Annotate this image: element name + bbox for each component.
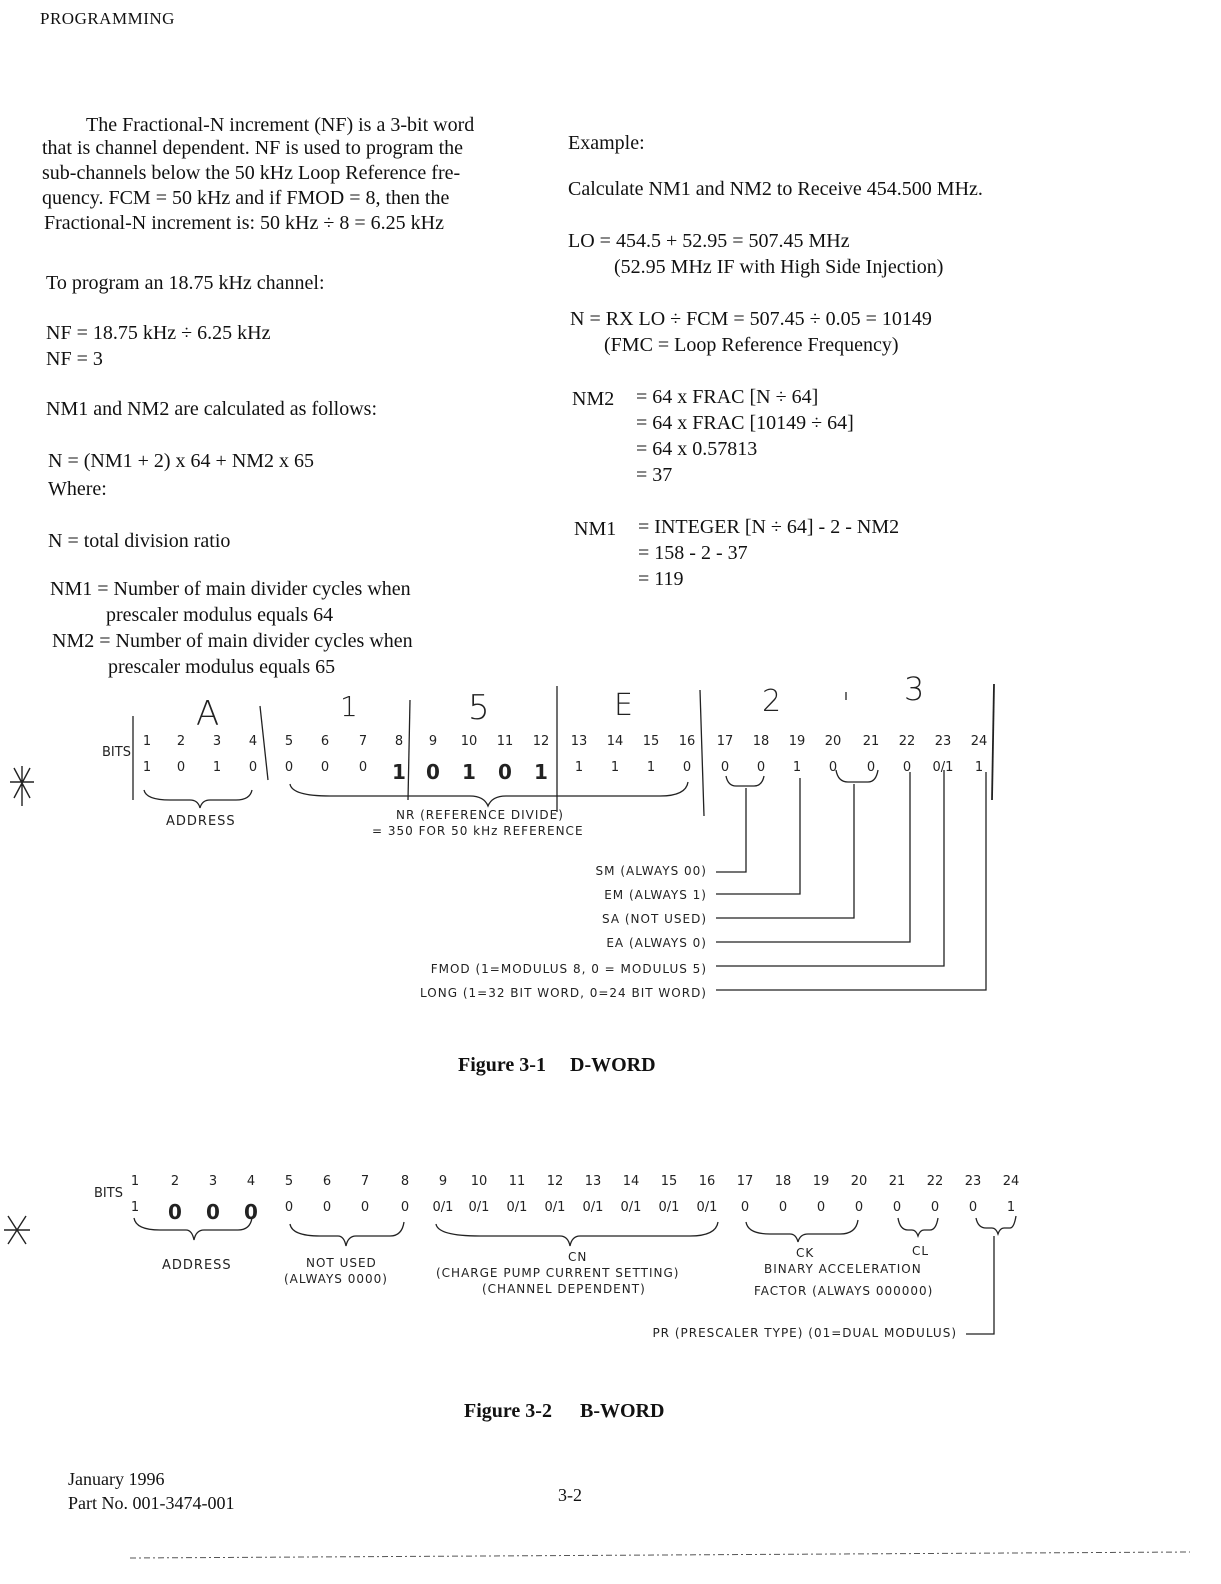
d-bit-value-22: 0	[902, 760, 912, 775]
b-bit-number-13: 13	[584, 1174, 602, 1189]
d-bit-number-21: 21	[862, 734, 880, 749]
leader-sa	[716, 784, 854, 918]
legend-sm: SM (ALWAYS 00)	[595, 864, 707, 878]
b-bit-value-10: 0/1	[468, 1200, 490, 1215]
b-bit-number-12: 12	[546, 1174, 564, 1189]
b-bit-value-15: 0/1	[658, 1200, 680, 1215]
lo-calc-1: LO = 454.5 + 52.95 = 507.45 MHz	[568, 230, 850, 252]
b-bit-number-1: 1	[130, 1174, 140, 1189]
legend-fmod: FMOD (1=MODULUS 8, 0 = MODULUS 5)	[430, 962, 707, 976]
d-bit-number-19: 19	[788, 734, 806, 749]
d-bit-value-23: 0/1	[932, 760, 954, 775]
hex-annotation-1: 1	[340, 690, 358, 723]
b-bit-value-11: 0/1	[506, 1200, 528, 1215]
d-bit-value-6: 0	[320, 760, 330, 775]
n-formula: N = (NM1 + 2) x 64 + NM2 x 65	[48, 450, 315, 472]
b-bit-number-7: 7	[360, 1174, 370, 1189]
d-address-brace	[144, 790, 252, 808]
nm1-label: NM1	[574, 518, 617, 540]
legend-em: EM (ALWAYS 1)	[604, 888, 707, 902]
b-bit-number-24: 24	[1002, 1174, 1020, 1189]
d-bit-value-5: 0	[284, 760, 294, 775]
paragraph-line-3: sub-channels below the 50 kHz Loop Reference fre-	[42, 162, 461, 184]
paragraph-line-2: that is channel dependent. NF is used to program the	[42, 137, 464, 159]
d-bit-number-22: 22	[898, 734, 916, 749]
d-bit-number-20: 20	[824, 734, 842, 749]
figure-3-2-number: Figure 3-2	[464, 1400, 552, 1422]
ck-brace	[746, 1220, 858, 1242]
b-bits-label: BITS	[94, 1186, 123, 1201]
leader-long	[716, 772, 986, 990]
section-header: PROGRAMMING	[40, 9, 175, 28]
d-bit-value-12: 1	[534, 760, 548, 784]
leader-ea	[716, 772, 910, 942]
bottom-rule	[130, 1552, 1190, 1558]
d-bit-number-10: 10	[460, 734, 478, 749]
b-bit-number-21: 21	[888, 1174, 906, 1189]
pr-label: PR (PRESCALER TYPE) (01=DUAL MODULUS)	[652, 1326, 957, 1340]
d-bit-value-18: 0	[756, 760, 766, 775]
d-bit-value-21: 0	[866, 760, 876, 775]
d-bit-value-1: 1	[142, 760, 152, 775]
b-bit-value-7: 0	[360, 1200, 370, 1215]
b-bit-value-6: 0	[322, 1200, 332, 1215]
d-bit-value-8: 1	[392, 760, 406, 784]
b-address-brace	[134, 1218, 252, 1240]
b-bit-value-23: 0	[968, 1200, 978, 1215]
d-bit-value-13: 1	[574, 760, 584, 775]
hex-annotation-2: 2	[762, 684, 782, 719]
figure-3-1-title: D-WORD	[570, 1054, 656, 1076]
b-bit-value-3: 0	[206, 1200, 220, 1224]
nm1-definition-1: NM1 = Number of main divider cycles when	[50, 578, 411, 600]
d-bit-number-12: 12	[532, 734, 550, 749]
b-bit-number-10: 10	[470, 1174, 488, 1189]
d-bit-value-4: 0	[248, 760, 258, 775]
d-bit-value-19: 1	[792, 760, 802, 775]
nm2-step-4: = 37	[636, 464, 673, 486]
paragraph-line-1: The Fractional-N increment (NF) is a 3-bit word	[86, 114, 475, 136]
d-bit-value-11: 0	[498, 760, 512, 784]
b-bit-value-16: 0/1	[696, 1200, 718, 1215]
b-bit-value-2: 0	[168, 1200, 182, 1224]
nf-calc-1: NF = 18.75 kHz ÷ 6.25 kHz	[46, 322, 271, 344]
cn-label: CN	[568, 1250, 588, 1264]
leader-em	[716, 778, 800, 894]
paragraph-line-5: Fractional-N increment is: 50 kHz ÷ 8 = 6.25 kHz	[44, 212, 444, 234]
nm2-step-2: = 64 x FRAC [10149 ÷ 64]	[636, 412, 854, 434]
d-bit-value-17: 0	[720, 760, 730, 775]
cn-brace	[436, 1222, 718, 1246]
b-bit-value-4: 0	[244, 1200, 258, 1224]
b-bit-number-16: 16	[698, 1174, 716, 1189]
d-bit-number-14: 14	[606, 734, 624, 749]
b-bit-value-24: 1	[1006, 1200, 1016, 1215]
b-bit-value-17: 0	[740, 1200, 750, 1215]
nm2-label: NM2	[572, 388, 615, 410]
not-used-value: (ALWAYS 0000)	[284, 1272, 388, 1286]
b-bit-value-22: 0	[930, 1200, 940, 1215]
nm1-step-2: = 158 - 2 - 37	[638, 542, 748, 564]
b-bit-number-9: 9	[438, 1174, 448, 1189]
nr-label: NR (REFERENCE DIVIDE)	[396, 808, 564, 822]
b-bit-number-11: 11	[508, 1174, 526, 1189]
d-bit-value-3: 1	[212, 760, 222, 775]
b-bit-value-20: 0	[854, 1200, 864, 1215]
hex-annotation-a: A	[196, 694, 220, 734]
b-bit-number-14: 14	[622, 1174, 640, 1189]
d-bit-value-24: 1	[974, 760, 984, 775]
d-bit-number-3: 3	[212, 734, 222, 749]
d-bit-number-7: 7	[358, 734, 368, 749]
nm2-definition-1: NM2 = Number of main divider cycles when	[52, 630, 413, 652]
not-used-brace	[290, 1222, 404, 1246]
n-calc-2: (FMC = Loop Reference Frequency)	[604, 334, 899, 356]
d-separator-16	[700, 690, 704, 816]
d-bit-number-16: 16	[678, 734, 696, 749]
b-bit-value-8: 0	[400, 1200, 410, 1215]
margin-mark-2	[4, 1216, 30, 1244]
d-bit-number-5: 5	[284, 734, 294, 749]
d-bit-number-9: 9	[428, 734, 438, 749]
sm-brace	[726, 776, 764, 786]
legend-ea: EA (ALWAYS 0)	[606, 936, 707, 950]
b-bit-value-12: 0/1	[544, 1200, 566, 1215]
d-bit-value-16: 0	[682, 760, 692, 775]
footer-date: January 1996	[68, 1469, 165, 1489]
d-bit-number-2: 2	[176, 734, 186, 749]
d-bit-number-24: 24	[970, 734, 988, 749]
d-bit-value-20: 0	[828, 760, 838, 775]
pr-brace	[976, 1216, 1016, 1234]
b-bit-number-6: 6	[322, 1174, 332, 1189]
d-bit-number-23: 23	[934, 734, 952, 749]
b-bit-number-22: 22	[926, 1174, 944, 1189]
n-definition: N = total division ratio	[48, 530, 231, 552]
b-bit-number-3: 3	[208, 1174, 218, 1189]
nm2-definition-2: prescaler modulus equals 65	[108, 656, 336, 678]
d-separator-8	[408, 700, 410, 800]
binary-accel-value: FACTOR (ALWAYS 000000)	[754, 1284, 934, 1298]
legend-sa: SA (NOT USED)	[601, 912, 707, 926]
sa-brace	[836, 770, 878, 782]
b-bit-number-23: 23	[964, 1174, 982, 1189]
b-bit-value-21: 0	[892, 1200, 902, 1215]
d-address-label: ADDRESS	[166, 814, 236, 829]
nm-intro: NM1 and NM2 are calculated as follows:	[46, 398, 378, 420]
d-bit-value-15: 1	[646, 760, 656, 775]
example-label: Example:	[568, 132, 645, 154]
not-used-label: NOT USED	[306, 1256, 377, 1270]
nf-calc-2: NF = 3	[46, 348, 103, 370]
nm1-definition-2: prescaler modulus equals 64	[106, 604, 334, 626]
leader-pr	[966, 1236, 994, 1334]
cn-description: (CHARGE PUMP CURRENT SETTING)	[436, 1266, 680, 1280]
nr-brace	[290, 782, 688, 806]
d-bit-number-8: 8	[394, 734, 404, 749]
nm1-step-3: = 119	[638, 568, 684, 590]
n-calc-1: N = RX LO ÷ FCM = 507.45 ÷ 0.05 = 10149	[570, 308, 932, 330]
d-bit-number-17: 17	[716, 734, 734, 749]
nm1-step-1: = INTEGER [N ÷ 64] - 2 - NM2	[638, 516, 900, 538]
b-bit-number-8: 8	[400, 1174, 410, 1189]
where-label: Where:	[48, 478, 107, 500]
cl-brace	[898, 1218, 938, 1236]
cl-label: CL	[912, 1244, 930, 1258]
hex-annotation-3: 3	[904, 670, 925, 708]
nr-value: = 350 FOR 50 kHz REFERENCE	[372, 824, 584, 838]
footer-part-number: Part No. 001-3474-001	[68, 1493, 235, 1513]
d-bit-number-15: 15	[642, 734, 660, 749]
b-bit-value-14: 0/1	[620, 1200, 642, 1215]
b-bit-number-5: 5	[284, 1174, 294, 1189]
figure-3-2-title: B-WORD	[580, 1400, 665, 1422]
ck-label: CK	[796, 1246, 815, 1260]
d-bit-value-10: 1	[462, 760, 476, 784]
b-bit-number-4: 4	[246, 1174, 256, 1189]
d-bit-value-2: 0	[176, 760, 186, 775]
b-address-label: ADDRESS	[162, 1258, 232, 1273]
legend-long: LONG (1=32 BIT WORD, 0=24 BIT WORD)	[420, 986, 707, 1000]
b-bit-value-5: 0	[284, 1200, 294, 1215]
b-bit-value-18: 0	[778, 1200, 788, 1215]
b-bit-number-2: 2	[170, 1174, 180, 1189]
footer-page-number: 3-2	[558, 1485, 582, 1505]
paragraph-line-4: quency. FCM = 50 kHz and if FMOD = 8, then the	[42, 187, 450, 209]
hex-annotation-e: E	[614, 688, 633, 723]
b-bit-number-20: 20	[850, 1174, 868, 1189]
lo-calc-2: (52.95 MHz IF with High Side Injection)	[614, 256, 944, 278]
d-bits-label: BITS	[102, 745, 131, 760]
b-bit-value-1: 1	[130, 1200, 140, 1215]
figure-3-1-number: Figure 3-1	[458, 1054, 546, 1076]
d-bit-number-11: 11	[496, 734, 514, 749]
b-bit-number-18: 18	[774, 1174, 792, 1189]
d-bit-value-9: 0	[426, 760, 440, 784]
d-bit-number-1: 1	[142, 734, 152, 749]
b-bit-value-9: 0/1	[432, 1200, 454, 1215]
hex-annotation-5: 5	[468, 688, 490, 728]
leader-sm	[716, 788, 746, 872]
d-bit-value-7: 0	[358, 760, 368, 775]
b-bit-number-15: 15	[660, 1174, 678, 1189]
d-bit-number-6: 6	[320, 734, 330, 749]
b-bit-value-13: 0/1	[582, 1200, 604, 1215]
nm2-step-1: = 64 x FRAC [N ÷ 64]	[636, 386, 819, 408]
b-bit-number-19: 19	[812, 1174, 830, 1189]
d-separator-4	[260, 706, 268, 780]
binary-accel-label: BINARY ACCELERATION	[764, 1262, 922, 1276]
d-bit-value-14: 1	[610, 760, 620, 775]
example-task: Calculate NM1 and NM2 to Receive 454.500 MHz.	[568, 178, 983, 200]
nm2-step-3: = 64 x 0.57813	[636, 438, 758, 460]
program-intro: To program an 18.75 kHz channel:	[46, 272, 325, 294]
d-bit-number-13: 13	[570, 734, 588, 749]
d-bit-number-4: 4	[248, 734, 258, 749]
d-separator-24	[992, 684, 994, 800]
d-bit-number-18: 18	[752, 734, 770, 749]
cn-channel: (CHANNEL DEPENDENT)	[482, 1282, 646, 1296]
margin-mark-1	[10, 766, 34, 806]
b-bit-number-17: 17	[736, 1174, 754, 1189]
b-bit-value-19: 0	[816, 1200, 826, 1215]
